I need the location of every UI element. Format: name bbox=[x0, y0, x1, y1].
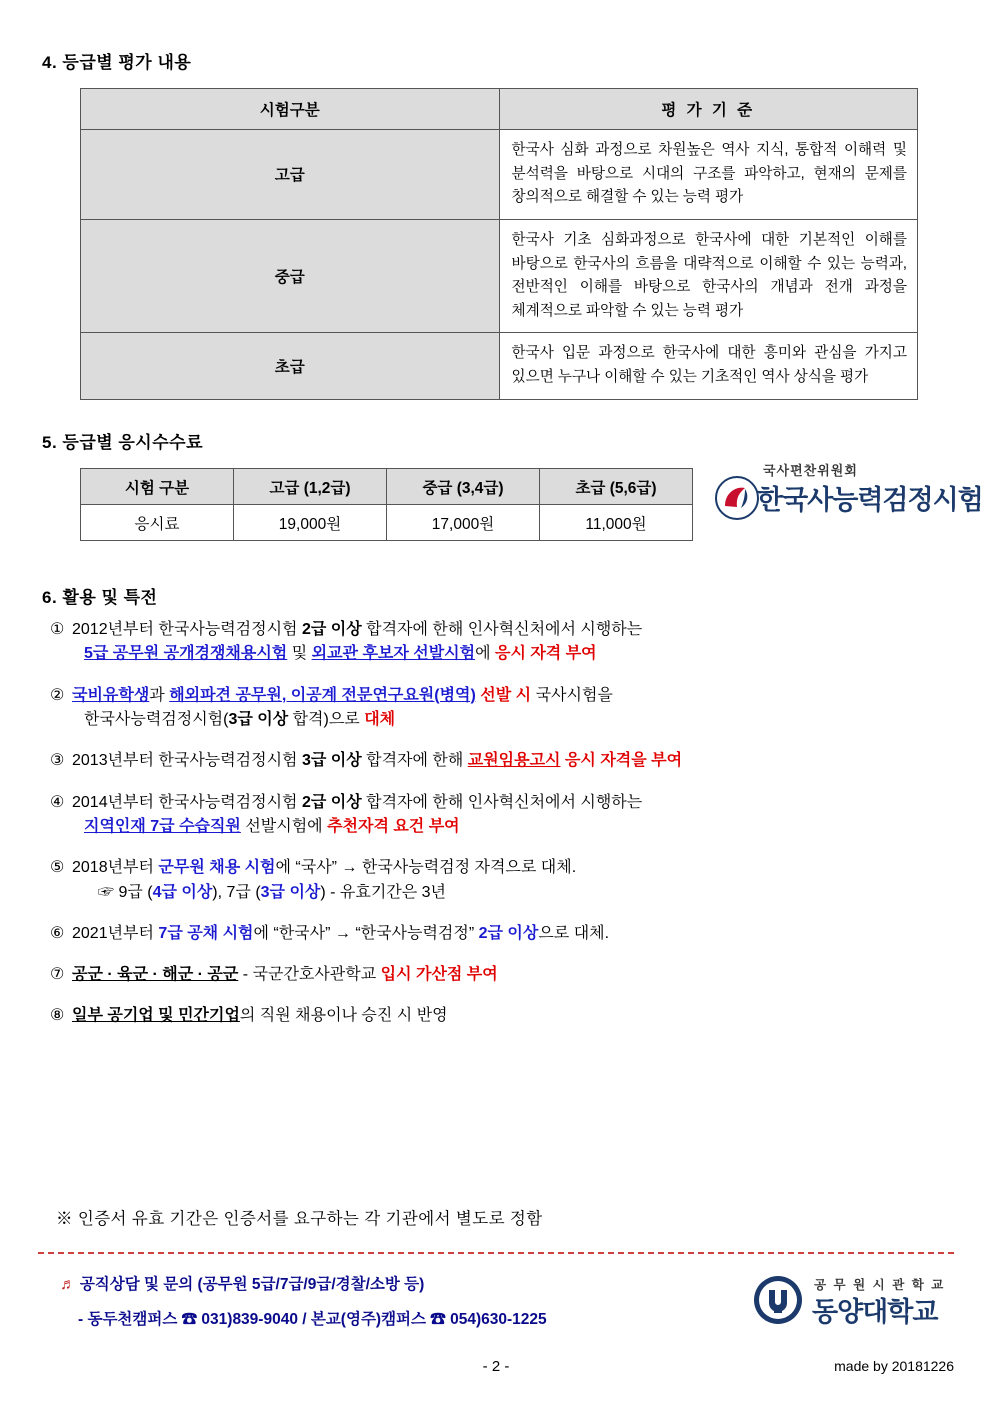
text-run: 응시 자격을 부여 bbox=[564, 752, 683, 770]
footer-contact-text: 공직상담 및 문의 (공무원 5급/7급/9급/경찰/소방 등) bbox=[79, 1276, 425, 1293]
text-run: 외교관 후보자 선발시험 bbox=[311, 645, 476, 663]
list-item bbox=[42, 963, 952, 987]
list-item-line2 bbox=[72, 881, 952, 905]
table5-header-basic: 초급 (5,6급) bbox=[540, 469, 693, 505]
table4-desc-advanced: 한국사 심화 과정으로 차원높은 역사 지식, 통합적 이해력 및 분석력을 바탕으로 시대의 구조를 파악하고, 현재의 문제를 창의적으로 해결할 수 있는 능력 평가 bbox=[499, 130, 918, 220]
table5-fee-advanced: 19,000원 bbox=[234, 505, 387, 541]
list-item-line1 bbox=[72, 859, 576, 876]
benefits-list bbox=[42, 618, 952, 1046]
table5-header-advanced: 고급 (1,2급) bbox=[234, 469, 387, 505]
text-run: 입시 가산점 부여 bbox=[380, 966, 498, 984]
section-5-heading: 5. 등급별 응시수수료 bbox=[42, 433, 203, 452]
text-run: 2급 이상 bbox=[478, 924, 539, 942]
table4-header-criteria: 평 가 기 준 bbox=[499, 89, 918, 130]
table4-level-intermediate: 중급 bbox=[81, 219, 500, 333]
table5-header-intermediate: 중급 (3,4급) bbox=[387, 469, 540, 505]
text-run: 국사시험을 bbox=[531, 686, 613, 704]
list-item-line2 bbox=[72, 815, 952, 839]
text-run: 공군 · 육군 · 해군 · 공군 bbox=[72, 966, 239, 984]
table5-header-exam-type: 시험 구분 bbox=[81, 469, 234, 505]
footer-contact-line2: - 동두천캠퍼스 ☎ 031)839-9040 / 본교(영주)캠퍼스 ☎ 054)630-1225 bbox=[78, 1311, 547, 1328]
list-item-marker: ⑤ bbox=[50, 859, 65, 877]
text-run: 추천자격 요건 부여 bbox=[327, 817, 460, 835]
text-run: 합격)으로 bbox=[288, 710, 365, 728]
table4-desc-intermediate: 한국사 기초 심화과정으로 한국사에 대한 기본적인 이해를 바탕으로 한국사의 흐름을 대략적으로 이해할 수 있는 능력과, 전반적인 이해를 바탕으로 한국사의 개념과 전개 과정을 체계적으로 파악할 수 있는 능력 평가 bbox=[499, 219, 918, 333]
list-item bbox=[42, 856, 952, 905]
text-run: 대체 bbox=[364, 710, 396, 728]
history-exam-logo-title: 한국사능력검정시험 bbox=[757, 485, 983, 515]
table-header-row bbox=[81, 89, 918, 130]
list-item-line2 bbox=[72, 708, 952, 732]
list-item bbox=[42, 618, 952, 667]
table4-level-basic: 초급 bbox=[81, 333, 500, 399]
list-item-line1 bbox=[72, 1007, 448, 1024]
text-run: 2021년부터 bbox=[72, 924, 159, 942]
text-run: 으로 대체. bbox=[538, 924, 610, 942]
table-row bbox=[81, 333, 918, 399]
university-logo bbox=[752, 1272, 952, 1334]
list-item-marker: ① bbox=[50, 621, 65, 638]
text-run: 합격자에 한해 인사혁신처에서 시행하는 bbox=[361, 793, 643, 811]
table-row bbox=[81, 505, 693, 541]
text-run: 3급 이상 bbox=[260, 883, 321, 901]
fee-table bbox=[80, 468, 693, 541]
table-row bbox=[81, 130, 918, 220]
list-item-line1 bbox=[72, 925, 609, 942]
university-logo-mark bbox=[752, 1274, 804, 1326]
text-run: 3급 이상 bbox=[301, 752, 362, 770]
text-run: 에 “한국사” → “한국사능력검정” bbox=[253, 924, 479, 942]
text-run: 해외파견 공무원, 이공계 전문연구요원(병역) bbox=[169, 686, 476, 704]
text-run: 4급 이상 bbox=[152, 883, 213, 901]
list-item-marker: ⑦ bbox=[50, 966, 65, 984]
text-run: 합격자에 한해 bbox=[361, 752, 468, 770]
text-run: 7급 공채 시험 bbox=[158, 924, 254, 942]
list-item-line1 bbox=[72, 752, 682, 769]
list-item bbox=[42, 749, 952, 773]
text-run: 교원임용고시 bbox=[467, 752, 561, 770]
section-4-heading: 4. 등급별 평가 내용 bbox=[42, 53, 192, 72]
university-logo-title: 동양대학교 bbox=[812, 1297, 938, 1327]
text-run: 응시 자격 부여 bbox=[494, 645, 597, 663]
text-run: 3급 이상 bbox=[228, 710, 289, 728]
text-run: 일부 공기업 및 민간기업 bbox=[72, 1007, 240, 1025]
list-item bbox=[42, 684, 952, 733]
section-6-heading: 6. 활용 및 특전 bbox=[42, 588, 158, 607]
text-run: 과 bbox=[149, 686, 170, 704]
table5-fee-basic: 11,000원 bbox=[540, 505, 693, 541]
history-exam-logo bbox=[715, 458, 983, 538]
made-by-stamp: made by 20181226 bbox=[834, 1358, 954, 1374]
table-row bbox=[81, 219, 918, 333]
table4-desc-basic: 한국사 입문 과정으로 한국사에 대한 흥미와 관심을 가지고 있으면 누구나 이해할 수 있는 기초적인 역사 상식을 평가 bbox=[499, 333, 918, 399]
text-run: ) - 유효기간은 3년 bbox=[320, 883, 447, 901]
table4-level-advanced: 고급 bbox=[81, 130, 500, 220]
text-run: 2018년부터 bbox=[72, 859, 159, 877]
text-run: 2급 이상 bbox=[301, 621, 362, 638]
table-header-row bbox=[81, 469, 693, 505]
text-run: 5급 공무원 공개경쟁채용시험 bbox=[84, 645, 288, 663]
university-logo-subtitle: 공 무 원 시 관 학 교 bbox=[814, 1278, 946, 1292]
table5-row-label: 응시료 bbox=[81, 505, 234, 541]
text-run: ), 7급 ( bbox=[212, 883, 261, 901]
history-exam-logo-subtitle: 국사편찬위원회 bbox=[763, 463, 858, 478]
text-run: 2014년부터 한국사능력검정시험 bbox=[72, 793, 302, 811]
list-item-marker: ⑥ bbox=[50, 924, 65, 942]
text-run: 에 “국사” → 한국사능력검정 자격으로 대체. bbox=[275, 859, 577, 877]
text-run: 2012년부터 한국사능력검정시험 bbox=[72, 621, 302, 638]
text-run: ☞ 9급 ( bbox=[98, 883, 153, 901]
text-run: 군무원 채용 시험 bbox=[158, 859, 276, 877]
list-item-marker: ③ bbox=[50, 752, 65, 770]
text-run: 합격자에 한해 인사혁신처에서 시행하는 bbox=[361, 621, 643, 638]
page-number: - 2 - bbox=[482, 1358, 510, 1375]
text-run: 지역인재 7급 수습직원 bbox=[84, 817, 241, 835]
grade-criteria-table bbox=[80, 88, 918, 400]
text-run: - 국군간호사관학교 bbox=[238, 966, 381, 984]
text-run: 2013년부터 한국사능력검정시험 bbox=[72, 752, 302, 770]
list-item bbox=[42, 922, 952, 946]
text-run: 의 직원 채용이나 승진 시 반영 bbox=[239, 1007, 448, 1025]
footer-divider bbox=[38, 1252, 954, 1254]
text-run: 선발 시 bbox=[480, 686, 532, 704]
list-item-line2 bbox=[72, 642, 952, 666]
list-item bbox=[42, 791, 952, 840]
list-item-marker: ⑧ bbox=[50, 1007, 65, 1025]
footer-contact-line1 bbox=[60, 1272, 424, 1294]
text-run: 한국사능력검정시험( bbox=[84, 710, 229, 728]
music-note-icon: ♬ bbox=[60, 1276, 76, 1293]
text-run: 2급 이상 bbox=[301, 793, 362, 811]
list-item-marker: ④ bbox=[50, 793, 65, 811]
list-item-line1 bbox=[72, 687, 613, 704]
history-exam-logo-mark bbox=[715, 476, 759, 520]
text-run: 선발시험에 bbox=[240, 817, 328, 835]
validity-note: ※ 인증서 유효 기간은 인증서를 요구하는 각 기관에서 별도로 정함 bbox=[56, 1210, 543, 1228]
list-item bbox=[42, 1004, 952, 1028]
table5-fee-intermediate: 17,000원 bbox=[387, 505, 540, 541]
list-item-marker: ② bbox=[50, 686, 65, 704]
list-item-line1 bbox=[72, 621, 642, 638]
text-run: 에 bbox=[475, 645, 495, 663]
text-run: 국비유학생 bbox=[72, 686, 150, 704]
list-item-line1 bbox=[72, 966, 498, 983]
table4-header-exam-type: 시험구분 bbox=[81, 89, 500, 130]
list-item-line1 bbox=[72, 794, 642, 811]
text-run: 및 bbox=[287, 645, 312, 663]
